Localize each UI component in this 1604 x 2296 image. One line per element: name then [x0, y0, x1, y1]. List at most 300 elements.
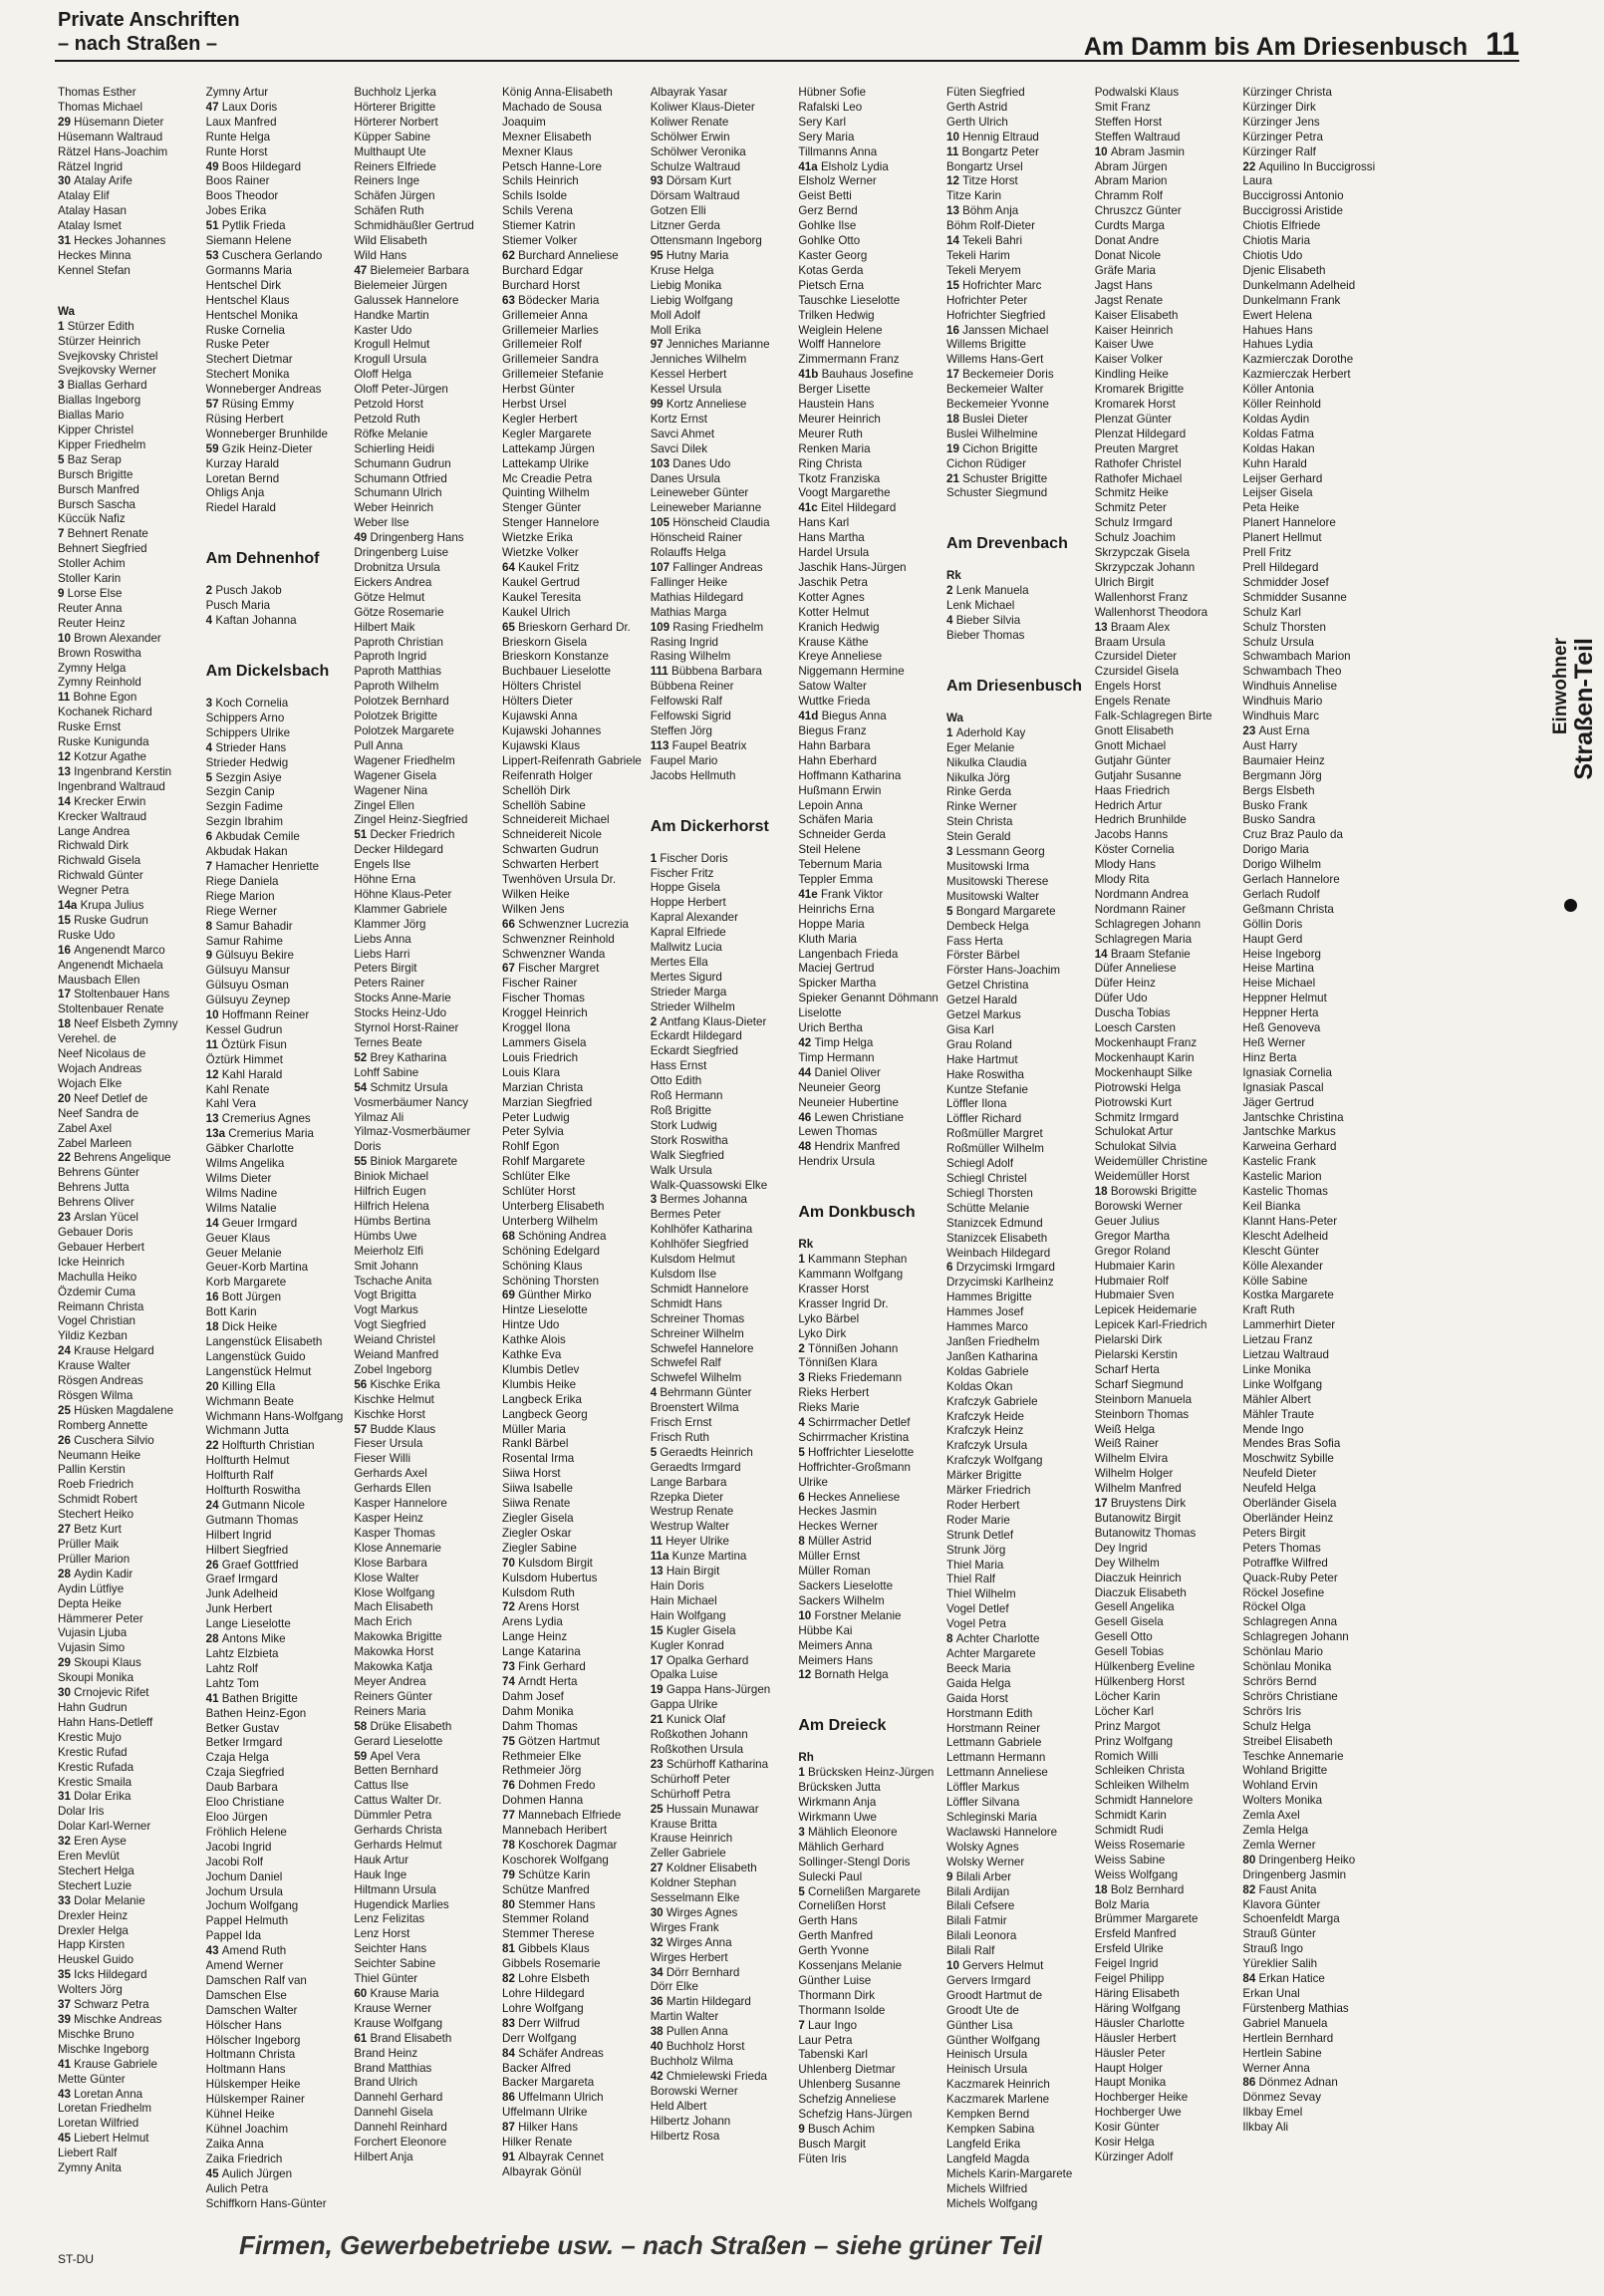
- resident-entry: Lahtz Elzbieta: [205, 1647, 279, 1660]
- resident-entry: Kroggel Ilona: [502, 1021, 571, 1035]
- resident-entry: Peters Thomas: [1242, 1541, 1321, 1555]
- resident-entry: 16 Bott Jürgen: [205, 1291, 282, 1304]
- resident-entry: Thormann Dirk: [798, 1988, 876, 2002]
- directory-columns: [58, 86, 1383, 2210]
- resident-entry: Michels Karin-Margarete: [946, 2166, 1073, 2180]
- resident-entry: Heinisch Ursula: [946, 2063, 1028, 2077]
- resident-entry: Siiwa Isabelle: [502, 1482, 573, 1496]
- resident-entry: Paproth Matthias: [354, 665, 441, 679]
- resident-entry: Thormann Isolde: [798, 2003, 886, 2017]
- resident-entry: Kulsdom Ilse: [650, 1267, 717, 1281]
- resident-entry: Dannehl Gisela: [354, 2106, 433, 2120]
- resident-entry: Koldner Stephan: [650, 1876, 737, 1890]
- resident-entry: Hümbs Uwe: [354, 1229, 417, 1243]
- resident-entry: Skrzypczak Gisela: [1094, 546, 1191, 560]
- resident-entry: Schrörs Bernd: [1242, 1674, 1317, 1688]
- resident-entry: Stenger Hannelore: [502, 516, 600, 530]
- resident-entry: Hilbertz Rosa: [650, 2129, 720, 2143]
- resident-entry: Schippers Ulrike: [205, 725, 291, 739]
- resident-entry: Hahn Eberhard: [798, 753, 877, 767]
- resident-entry: Schleiken Christa: [1094, 1764, 1185, 1778]
- resident-entry: Kaukel Teresita: [502, 590, 582, 604]
- resident-entry: 13 Cremerius Agnes: [205, 1112, 311, 1126]
- resident-entry: Schütte Melanie: [946, 1201, 1030, 1215]
- resident-entry: 3 Bermes Johanna: [650, 1193, 748, 1207]
- resident-entry: Vogt Markus: [354, 1303, 418, 1317]
- resident-entry: Wichmann Beate: [205, 1394, 294, 1408]
- resident-entry: Krafczyk Heinz: [946, 1424, 1024, 1438]
- resident-entry: Rieks Herbert: [798, 1386, 870, 1400]
- resident-entry: Steinborn Thomas: [1094, 1407, 1190, 1421]
- resident-entry: Langfeld Magda: [946, 2152, 1030, 2165]
- resident-entry: Klescht Adelheid: [1242, 1229, 1329, 1243]
- resident-entry: Hofrichter Peter: [946, 293, 1028, 307]
- resident-entry: Podwalski Klaus: [1094, 86, 1180, 99]
- resident-entry: 13 Hain Birgit: [650, 1565, 720, 1578]
- resident-entry: 86 Uffelmann Ulrich: [502, 2091, 604, 2105]
- resident-entry: 12 Bornath Helga: [798, 1668, 889, 1682]
- directory-column-1: [58, 86, 198, 2203]
- resident-entry: 3 Mählich Eleonore: [798, 1825, 898, 1839]
- resident-entry: Stoller Achim: [58, 557, 126, 571]
- resident-entry: Füten Siegfried: [946, 86, 1025, 99]
- resident-entry: 51 Decker Friedrich: [354, 828, 455, 842]
- resident-entry: Lettmann Gabriele: [946, 1736, 1042, 1750]
- resident-entry: Bergs Elsbeth: [1242, 783, 1315, 797]
- resident-entry: Boos Theodor: [205, 189, 279, 203]
- resident-entry: Kürzinger Ralf: [1242, 144, 1316, 158]
- resident-entry: Heckes Jasmin: [798, 1505, 877, 1519]
- resident-entry: Rethmeier Jörg: [502, 1764, 582, 1778]
- resident-entry: Lepicek Heidemarie: [1094, 1303, 1198, 1317]
- street-heading: Am Dehnenhof: [205, 550, 320, 568]
- resident-entry: Svejkovsky Christel: [58, 349, 158, 363]
- resident-entry: Oberländer Heinz: [1242, 1512, 1334, 1525]
- header-title-line2: – nach Straßen –: [58, 33, 218, 55]
- resident-entry: Ignasiak Pascal: [1242, 1080, 1324, 1094]
- resident-entry: Gesell Angelika: [1094, 1600, 1175, 1614]
- resident-entry: 45 Liebert Helmut: [58, 2132, 149, 2146]
- resident-entry: Liebert Ralf: [58, 2147, 118, 2160]
- resident-entry: Holfturth Ralf: [205, 1469, 274, 1483]
- resident-entry: Kroggel Heinrich: [502, 1006, 588, 1020]
- resident-entry: Baumaier Heinz: [1242, 753, 1325, 767]
- resident-entry: Handke Martin: [354, 308, 429, 322]
- resident-entry: Riege Daniela: [205, 874, 279, 888]
- resident-entry: 11 Heyer Ulrike: [650, 1535, 729, 1549]
- resident-entry: Grau Roland: [946, 1037, 1012, 1051]
- resident-entry: Boos Rainer: [205, 174, 270, 188]
- resident-entry: Langbeck Georg: [502, 1407, 588, 1421]
- resident-entry: Schulz Helga: [1242, 1719, 1311, 1733]
- district-code: Rh: [798, 1751, 814, 1765]
- resident-entry: Hammes Josef: [946, 1305, 1024, 1319]
- resident-entry: Ilkbay Emel: [1242, 2106, 1303, 2120]
- resident-entry: Röfke Melanie: [354, 427, 428, 440]
- resident-entry: Löffler Markus: [946, 1781, 1020, 1795]
- resident-entry: Pusch Maria: [205, 599, 271, 613]
- resident-entry: Smit Johann: [354, 1259, 418, 1273]
- resident-entry: 28 Antons Mike: [205, 1632, 286, 1646]
- resident-entry: Haupt Gerd: [1242, 932, 1303, 946]
- resident-entry: Beckemeier Yvonne: [946, 398, 1049, 412]
- resident-entry: 13 Ingenbrand Kerstin: [58, 764, 172, 778]
- district-code: Wa: [58, 304, 75, 318]
- resident-entry: Walk-Quassowski Elke: [650, 1178, 768, 1192]
- resident-entry: Djenic Elisabeth: [1242, 263, 1326, 277]
- resident-entry: Kaiser Uwe: [1094, 338, 1154, 352]
- resident-entry: Kortz Ernst: [650, 412, 708, 426]
- resident-entry: Schuster Siegmund: [946, 486, 1048, 500]
- resident-entry: Berger Lisette: [798, 383, 871, 397]
- resident-entry: Hofrichter Siegfried: [946, 308, 1046, 322]
- resident-entry: Rasing Wilhelm: [650, 650, 731, 664]
- resident-entry: Kuntze Stefanie: [946, 1082, 1028, 1096]
- resident-entry: Renken Maria: [798, 441, 871, 455]
- resident-entry: Gerth Hans: [798, 1914, 858, 1928]
- resident-entry: Wonneberger Andreas: [205, 383, 322, 397]
- resident-entry: Gappa Ulrike: [650, 1698, 718, 1712]
- resident-entry: Hendrix Ursula: [798, 1155, 876, 1169]
- resident-entry: Prell Hildegard: [1242, 561, 1319, 574]
- resident-entry: Angenendt Michaela: [58, 958, 163, 972]
- resident-entry: Dahm Thomas: [502, 1719, 578, 1733]
- resident-entry: Kaiser Volker: [1094, 353, 1164, 367]
- resident-entry: 12 Kotzur Agathe: [58, 749, 146, 763]
- resident-entry: Kaster Georg: [798, 248, 868, 262]
- resident-entry: Wojach Elke: [58, 1076, 123, 1090]
- resident-entry: Wilhelm Elvira: [1094, 1452, 1169, 1466]
- resident-entry: 6 Heckes Anneliese: [798, 1490, 901, 1504]
- resident-entry: Buslei Wilhelmine: [946, 427, 1038, 440]
- resident-entry: Düfer Anneliese: [1094, 962, 1177, 976]
- resident-entry: Kaster Udo: [354, 323, 412, 337]
- resident-entry: Schlüter Elke: [502, 1170, 571, 1184]
- resident-entry: 5 Baz Serap: [58, 452, 122, 466]
- resident-entry: 14 Krecker Erwin: [58, 794, 146, 808]
- resident-entry: Piotrowski Helga: [1094, 1080, 1182, 1094]
- resident-entry: 47 Laux Doris: [205, 100, 278, 114]
- resident-entry: Steinborn Manuela: [1094, 1392, 1193, 1406]
- resident-entry: 84 Erkan Hatice: [1242, 1972, 1325, 1986]
- resident-entry: Kindling Heike: [1094, 368, 1169, 382]
- resident-entry: Kromarek Horst: [1094, 398, 1176, 412]
- resident-entry: 2 Antfang Klaus-Dieter: [650, 1014, 767, 1028]
- resident-entry: 82 Lohre Elsbeth: [502, 1972, 590, 1986]
- resident-entry: Strieder Hedwig: [205, 755, 289, 769]
- resident-entry: Dolar Karl-Werner: [58, 1820, 151, 1834]
- resident-entry: Schiffkorn Hans-Günter: [205, 2196, 327, 2210]
- resident-entry: 18 Buslei Dieter: [946, 412, 1028, 426]
- resident-entry: Lenz Horst: [354, 1927, 410, 1941]
- resident-entry: Hammes Marco: [946, 1320, 1028, 1334]
- resident-entry: Häring Elisabeth: [1094, 1987, 1180, 2000]
- resident-entry: Geuer-Korb Martina: [205, 1261, 309, 1275]
- resident-entry: 27 Betz Kurt: [58, 1523, 122, 1537]
- resident-entry: Janßen Katharina: [946, 1349, 1038, 1363]
- resident-entry: Stein Christa: [946, 815, 1013, 829]
- resident-entry: Jochum Wolfgang: [205, 1899, 299, 1913]
- resident-entry: Reiners Elfriede: [354, 159, 436, 173]
- resident-entry: Drexler Heinz: [58, 1908, 129, 1922]
- resident-entry: Peter Ludwig: [502, 1110, 570, 1124]
- resident-entry: Löffler Ilona: [946, 1097, 1007, 1111]
- resident-entry: Geuer Melanie: [205, 1246, 282, 1260]
- resident-entry: Löffler Silvana: [946, 1796, 1020, 1810]
- resident-entry: Rohlf Margarete: [502, 1155, 586, 1169]
- resident-entry: Meierholz Elfi: [354, 1244, 423, 1258]
- resident-entry: Streibel Elisabeth: [1242, 1734, 1333, 1748]
- resident-entry: Korb Margarete: [205, 1276, 287, 1290]
- resident-entry: Hochberger Heike: [1094, 2091, 1189, 2105]
- directory-column-7: [946, 86, 1087, 2210]
- street-heading: Am Drevenbach: [946, 535, 1068, 553]
- resident-entry: Bilali Ardijan: [946, 1884, 1010, 1898]
- resident-entry: Gregor Roland: [1094, 1244, 1171, 1258]
- resident-entry: Stiemer Katrin: [502, 219, 576, 233]
- resident-entry: Spicker Martha: [798, 977, 877, 991]
- resident-entry: Hahues Lydia: [1242, 338, 1313, 352]
- resident-entry: Brücksken Jutta: [798, 1781, 881, 1795]
- resident-entry: 83 Derr Wilfrud: [502, 2016, 580, 2030]
- resident-entry: Ruske Ernst: [58, 720, 122, 734]
- resident-entry: Hölters Dieter: [502, 695, 573, 709]
- resident-entry: Brand Ulrich: [354, 2076, 418, 2090]
- resident-entry: Albayrak Gönül: [502, 2164, 582, 2178]
- resident-entry: Yildiz Kezban: [58, 1329, 128, 1343]
- resident-entry: 8 Müller Astrid: [798, 1535, 872, 1549]
- resident-entry: Engels Ilse: [354, 858, 411, 872]
- resident-entry: 41c Eitel Hildegard: [798, 501, 897, 515]
- resident-entry: Happ Kirsten: [58, 1938, 126, 1952]
- resident-entry: Hahn Barbara: [798, 738, 871, 752]
- resident-entry: Krecker Waltraud: [58, 809, 147, 823]
- resident-entry: Busko Sandra: [1242, 813, 1316, 827]
- resident-entry: Kosir Günter: [1094, 2121, 1160, 2135]
- resident-entry: Ruske Cornelia: [205, 323, 285, 337]
- resident-entry: Hiltmann Ursula: [354, 1882, 436, 1896]
- resident-entry: Hämmerer Peter: [58, 1611, 143, 1625]
- resident-entry: Gibbels Rosemarie: [502, 1957, 601, 1971]
- resident-entry: 20 Killing Ella: [205, 1379, 276, 1393]
- resident-entry: Jantschke Markus: [1242, 1125, 1336, 1139]
- resident-entry: Mach Elisabeth: [354, 1600, 433, 1614]
- resident-entry: Hülskemper Heike: [205, 2078, 301, 2092]
- resident-entry: Krause Heinrich: [650, 1832, 733, 1846]
- resident-entry: Lammerhirt Dieter: [1242, 1318, 1336, 1332]
- spacer: [58, 279, 198, 293]
- resident-entry: Kapral Alexander: [650, 911, 738, 925]
- resident-entry: Kastelic Marion: [1242, 1170, 1322, 1184]
- resident-entry: Jacobi Rolf: [205, 1855, 264, 1868]
- resident-entry: Bergmann Jörg: [1242, 768, 1322, 782]
- resident-entry: Zabel Axel: [58, 1121, 113, 1135]
- resident-entry: Schulokat Artur: [1094, 1125, 1174, 1139]
- resident-entry: Müller Ernst: [798, 1550, 861, 1564]
- resident-entry: Planert Hannelore: [1242, 516, 1336, 530]
- resident-entry: 70 Kulsdom Birgit: [502, 1556, 593, 1570]
- resident-entry: Kulsdom Hubertus: [502, 1571, 598, 1584]
- resident-entry: Lenk Michael: [946, 599, 1015, 613]
- resident-entry: Weber Ilse: [354, 516, 409, 530]
- resident-entry: Köster Cornelia: [1094, 843, 1175, 857]
- resident-entry: Dunkelmann Adelheid: [1242, 278, 1356, 292]
- resident-entry: Hedrich Artur: [1094, 798, 1163, 812]
- resident-entry: Samur Rahime: [205, 934, 283, 948]
- resident-entry: Schils Isolde: [502, 189, 568, 203]
- resident-entry: Kosir Helga: [1094, 2136, 1155, 2150]
- resident-entry: Füten Iris: [798, 2152, 847, 2165]
- resident-entry: 51 Pytlik Frieda: [205, 219, 286, 233]
- resident-entry: 18 Neef Elsbeth Zymny: [58, 1017, 178, 1031]
- resident-entry: Musitowski Therese: [946, 874, 1049, 888]
- resident-entry: Vosmerbäumer Nancy: [354, 1095, 469, 1109]
- resident-entry: Brand Heinz: [354, 2046, 418, 2060]
- resident-entry: Schlagregen Anna: [1242, 1615, 1338, 1629]
- resident-entry: Schwefel Hannelore: [650, 1341, 754, 1355]
- resident-entry: Ignasiak Cornelia: [1242, 1065, 1332, 1079]
- resident-entry: Walk Ursula: [650, 1163, 712, 1177]
- resident-entry: Liselotte: [798, 1006, 842, 1020]
- resident-entry: Reiners Günter: [354, 1689, 432, 1703]
- resident-entry: Windhuis Mario: [1242, 695, 1323, 709]
- resident-entry: Kulsdom Helmut: [650, 1253, 735, 1267]
- resident-entry: Hinz Berta: [1242, 1050, 1297, 1064]
- resident-entry: Mexner Klaus: [502, 144, 573, 158]
- resident-entry: Loretan Bernd: [205, 471, 280, 485]
- resident-entry: Hübbe Kai: [798, 1623, 853, 1637]
- resident-entry: Bursch Sascha: [58, 497, 135, 511]
- resident-entry: Kathke Alois: [502, 1333, 566, 1347]
- resident-entry: Kaukel Ulrich: [502, 605, 571, 619]
- resident-entry: 60 Krause Maria: [354, 1987, 439, 2000]
- resident-entry: Albayrak Yasar: [650, 86, 728, 99]
- resident-entry: Aulich Petra: [205, 2181, 269, 2195]
- resident-entry: 67 Fischer Margret: [502, 962, 600, 976]
- header-range-text: Am Damm bis Am Driesenbusch: [1083, 33, 1469, 61]
- resident-entry: Haupt Monika: [1094, 2076, 1167, 2090]
- resident-entry: Backer Alfred: [502, 2061, 571, 2075]
- resident-entry: Richwald Günter: [58, 869, 143, 883]
- resident-entry: Wichmann Hans-Wolfgang: [205, 1409, 344, 1423]
- resident-entry: Tabenski Karl: [798, 2048, 868, 2062]
- resident-entry: Ingenbrand Waltraud: [58, 779, 165, 793]
- resident-entry: 5 Sezgin Asiye: [205, 770, 282, 784]
- resident-entry: Dorigo Maria: [1242, 843, 1309, 857]
- resident-entry: Schmidt Karin: [1094, 1809, 1167, 1823]
- resident-entry: Holfturth Roswitha: [205, 1484, 301, 1498]
- resident-entry: Weiand Manfred: [354, 1348, 439, 1362]
- resident-entry: Häring Wolfgang: [1094, 2001, 1181, 2015]
- resident-entry: 4 Bieber Silvia: [946, 614, 1021, 628]
- resident-entry: Kohlhöfer Siegfried: [650, 1238, 749, 1252]
- resident-entry: Weiss Wolfgang: [1094, 1867, 1179, 1881]
- resident-entry: Kaukel Gertrud: [502, 575, 580, 589]
- resident-entry: Löffler Richard: [946, 1112, 1022, 1126]
- resident-entry: 7 Laur Ingo: [798, 2018, 858, 2032]
- resident-entry: Atalay Ismet: [58, 219, 122, 233]
- resident-entry: Chiotis Udo: [1242, 248, 1303, 262]
- resident-entry: Mach Erich: [354, 1615, 412, 1629]
- resident-entry: Thomas Esther: [58, 86, 136, 99]
- resident-entry: Yilmaz-Vosmerbäumer: [354, 1125, 471, 1139]
- resident-entry: 59 Gzik Heinz-Dieter: [205, 441, 313, 455]
- resident-entry: Dohmen Hanna: [502, 1794, 584, 1808]
- resident-entry: Petzold Ruth: [354, 412, 420, 426]
- resident-entry: 82 Faust Anita: [1242, 1882, 1317, 1896]
- resident-entry: Stechert Luzie: [58, 1878, 133, 1892]
- resident-entry: Hüsemann Waltraud: [58, 130, 163, 144]
- resident-entry: Moll Adolf: [650, 308, 700, 322]
- resident-entry: Hahn Gudrun: [58, 1700, 128, 1714]
- resident-entry: Wilms Angelika: [205, 1157, 285, 1171]
- resident-entry: Wolsky Werner: [946, 1855, 1025, 1868]
- resident-entry: Machulla Heiko: [58, 1270, 137, 1284]
- resident-entry: 78 Koschorek Dagmar: [502, 1838, 618, 1852]
- footer-note: Firmen, Gewerbebetriebe usw. – nach Straßen – siehe grüner Teil: [239, 2230, 1042, 2260]
- resident-entry: Dorigo Wilhelm: [1242, 858, 1321, 872]
- resident-entry: Röckel Olga: [1242, 1600, 1306, 1614]
- resident-entry: Bilali Cefsere: [946, 1899, 1015, 1913]
- resident-entry: Rinke Gerda: [946, 785, 1012, 799]
- resident-entry: Weiß Helga: [1094, 1422, 1156, 1436]
- resident-entry: Braam Ursula: [1094, 635, 1166, 649]
- resident-entry: 37 Schwarz Petra: [58, 1998, 149, 2012]
- resident-entry: Burchard Horst: [502, 278, 580, 292]
- resident-entry: Mlody Hans: [1094, 858, 1156, 872]
- resident-entry: 21 Kunick Olaf: [650, 1713, 726, 1727]
- resident-entry: Göllin Doris: [1242, 917, 1303, 931]
- resident-entry: Hilfrich Helena: [354, 1199, 429, 1213]
- resident-entry: Krogull Helmut: [354, 338, 430, 352]
- resident-entry: Gülsuyu Zeynep: [205, 994, 291, 1007]
- resident-entry: Makowka Brigitte: [354, 1630, 442, 1644]
- resident-entry: Schrörs Christiane: [1242, 1689, 1338, 1703]
- resident-entry: Plenzat Hildegard: [1094, 427, 1187, 440]
- resident-entry: Langfeld Erika: [946, 2137, 1021, 2151]
- resident-entry: Stechert Dietmar: [205, 353, 293, 367]
- resident-entry: Kotter Agnes: [798, 590, 865, 604]
- resident-entry: 10 Brown Alexander: [58, 631, 161, 645]
- resident-entry: 86 Dönmez Adnan: [1242, 2076, 1338, 2090]
- resident-entry: Krestic Mujo: [58, 1730, 122, 1744]
- page-header-range: [1084, 26, 1519, 63]
- resident-entry: 10 Abram Jasmin: [1094, 144, 1185, 158]
- resident-entry: Koldas Aydin: [1242, 412, 1310, 426]
- resident-entry: Wallenhorst Franz: [1094, 590, 1189, 604]
- resident-entry: Meimers Hans: [798, 1653, 874, 1667]
- resident-entry: Roeb Friedrich: [58, 1478, 134, 1492]
- resident-entry: Zymny Helga: [58, 661, 127, 675]
- resident-entry: Thiel Wilhelm: [946, 1587, 1016, 1601]
- resident-entry: 12 Kahl Harald: [205, 1067, 283, 1081]
- resident-entry: Koldas Fatma: [1242, 427, 1314, 440]
- resident-entry: Ring Christa: [798, 456, 863, 470]
- resident-entry: Rätzel Hans-Joachim: [58, 144, 168, 158]
- resident-entry: Sulecki Paul: [798, 1869, 863, 1883]
- resident-entry: Strunk Jörg: [946, 1543, 1006, 1557]
- resident-entry: Bursch Manfred: [58, 482, 139, 496]
- resident-entry: Steffen Horst: [1094, 115, 1163, 129]
- resident-entry: Wichmann Jutta: [205, 1424, 289, 1438]
- resident-entry: Graef Irmgard: [205, 1573, 278, 1586]
- resident-entry: Kaiser Heinrich: [1094, 323, 1174, 337]
- resident-entry: Kempken Sabina: [946, 2123, 1035, 2136]
- resident-entry: 11 Bongartz Peter: [946, 144, 1039, 158]
- resident-entry: Busch Margit: [798, 2137, 867, 2151]
- resident-entry: Hans Karl: [798, 516, 850, 530]
- resident-entry: Gutjahr Günter: [1094, 753, 1172, 767]
